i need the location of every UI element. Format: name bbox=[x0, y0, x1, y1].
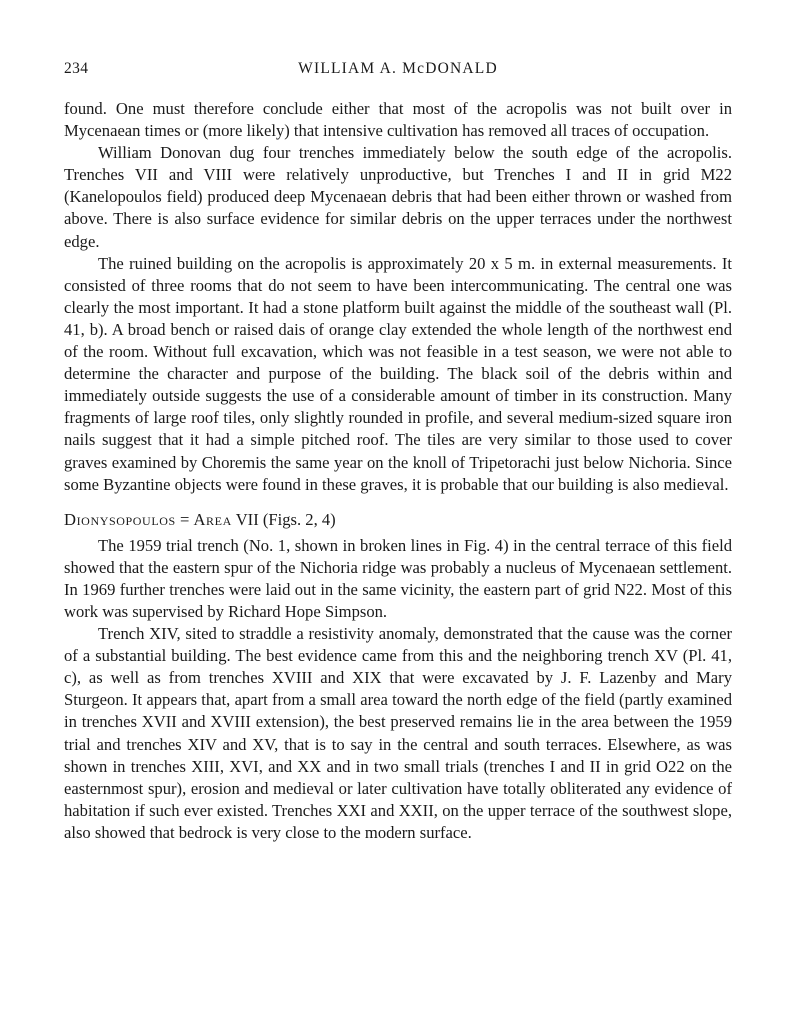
paragraph-ruined-building: The ruined building on the acropolis is approximately 20 x 5 m. in external measurements. It consisted of three rooms that do not seem to have been intercommunicating. The central one was clearly the most important. It had a stone platform built against the middle of the southeast wall (Pl. 41, b). A broad bench or raised dais of orange clay extended the whole length of the northwest end of the room. Without full excavation, which was not feasible in a test season, we were not able to determine the character and purpose of the building. The black soil of the debris within and immediately outside suggests the use of a considerable amount of timber in its construction. Many fragments of large roof tiles, only slightly rounded in profile, and several medium-sized square iron nails suggest that it had a simple pitched roof. The tiles are very similar to those used to cover graves examined by Choremis the same year on the knoll of Tripetorachi just below Nichoria. Since some Byzantine objects were found in these graves, it is probable that our building is also medieval. bbox=[64, 253, 732, 494]
section-heading-name: Dionysopoulos bbox=[64, 509, 176, 529]
running-head bbox=[64, 60, 732, 86]
body-text bbox=[64, 98, 732, 844]
page-number: 234 bbox=[64, 60, 89, 77]
paragraph-trench-xiv: Trench XIV, sited to straddle a resistivity anomaly, demonstrated that the cause was the corner of a substantial building. The best evidence came from this and the neighboring trench XV (Pl. 41, c), as well as from trenches XVIII and XIX that were excavated by J. F. Lazenby and Mary Sturgeon. It appears that, apart from a small area toward the north edge of the field (partly examined in trenches XVII and XVIII extension), the best preserved remains lie in the area between the 1959 trial and trenches XIV and XV, that is to say in the central and south terraces. Elsewhere, as was shown in trenches XIII, XVI, and XX and in two small trials (trenches I and II in grid O22 on the easternmost spur), erosion and medieval or later cultivation have totally obliterated any evidence of habitation if such ever existed. Trenches XXI and XXII, on the upper terrace of the southwest slope, also showed that bedrock is very close to the modern surface. bbox=[64, 624, 732, 842]
section-heading-rest: VII (Figs. 2, 4) bbox=[231, 509, 336, 529]
page bbox=[64, 60, 732, 844]
section-heading-area: Area bbox=[193, 509, 232, 529]
paragraph-donovan-trenches: William Donovan dug four trenches immediately below the south edge of the acropolis. Trenches VII and VIII were relatively unproductive, but Trenches I and II in grid M22 (Kanelopoulos field) produced deep Mycenaean debris that had been either thrown or washed from above. There is also surface evidence for similar debris on the upper terraces under the northwest edge. bbox=[64, 143, 732, 251]
paragraph-continued: found. One must therefore conclude either that most of the acropolis was not built over in Mycenaean times or (more likely) that intensive cultivation has removed all traces of occupation. bbox=[64, 99, 732, 141]
section-heading-separator: = bbox=[175, 509, 194, 529]
running-head-author: WILLIAM A. McDONALD bbox=[298, 60, 498, 77]
paragraph-trial-trench: The 1959 trial trench (No. 1, shown in broken lines in Fig. 4) in the central terrace of this field showed that the eastern spur of the Nichoria ridge was probably a nucleus of Mycenaean settlement. In 1969 further trenches were laid out in the same vicinity, the eastern part of grid N22. Most of this work was supervised by Richard Hope Simpson. bbox=[64, 535, 732, 621]
section-heading bbox=[64, 509, 732, 531]
